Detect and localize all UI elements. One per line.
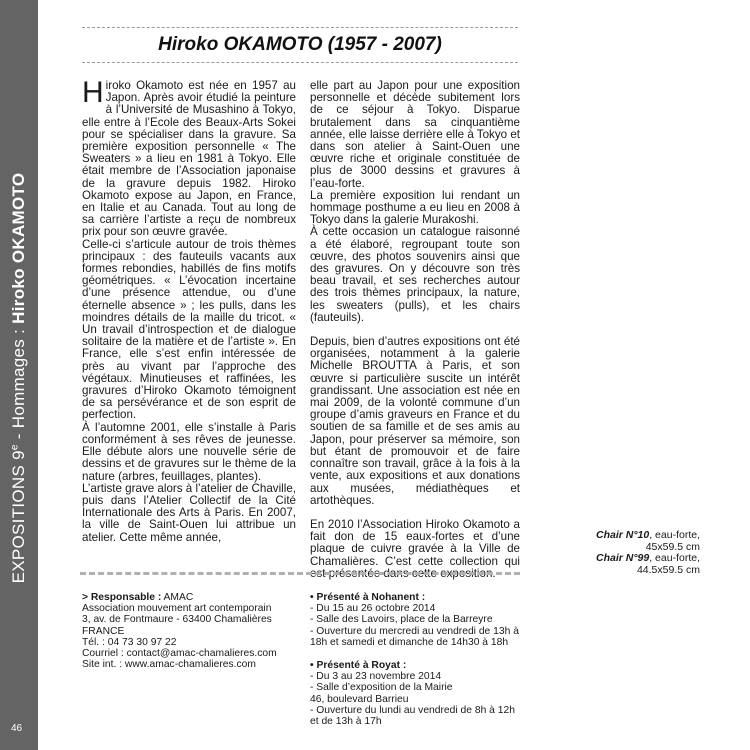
- venue-info: [310, 592, 525, 727]
- paragraph: À l’automne 2001, elle s’installe à Paris conformément à ses rêves de jeunesse. Elle débute alors une nouvelle série de dessins et de gravures sur le thème de la nature (arbres, feuillages, plantes).: [82, 420, 296, 483]
- venue-line: - Du 3 au 23 novembre 2014: [310, 671, 442, 683]
- article-column-2: [310, 80, 520, 580]
- paragraph-text: iroko Okamoto est née en 1957 au Japon. Après avoir étudié la peinture à l’Université de Musashino à Tokyo, elle entre à l’Ecole des Beaux-Arts Sokei pour se spécialiser dans la gravure. Sa première exposition personnelle « The Sweaters » a lieu en 1981 à Tokyo. Elle était membre de l’Association japonaise de la gravure depuis 1982. Hiroko Okamoto expose au Japon, en France, en Italie et au Canada. Tout au long de sa carrière l’artiste a reçu de nombreux prix pour son œuvre gravée.: [82, 79, 296, 239]
- paragraph: L’artiste grave alors à l’atelier de Chaville, puis dans l’Atelier Collectif de la Cité Internationale des Arts à Paris. En 2007, la ville de Saint-Ouen lui attribue un atelier. Cette même année,: [82, 481, 296, 544]
- responsable-value: AMAC: [161, 592, 194, 603]
- artist-name: Hiroko OKAMOTO: [9, 172, 28, 324]
- paragraph: En 2010 l’Association Hiroko Okamoto a fait don de 15 eaux-fortes et d’une plaque de cuivre gravée à la Ville de Chamalières. C’est cette collection qui est présentée dans cette exposition.: [310, 517, 520, 580]
- title-bottom-rule: [82, 62, 518, 63]
- contact-info: [82, 592, 302, 670]
- section-separator: [80, 572, 520, 575]
- caption-detail: , eau-forte,: [649, 552, 700, 565]
- venue-line: 46, boulevard Barrieu: [310, 693, 409, 705]
- venue-nohanent: [310, 592, 525, 648]
- article-column-1: [82, 76, 296, 544]
- venue-heading: • Présenté à Nohanent :: [310, 592, 426, 603]
- caption-size: 44.5x59.5 cm: [636, 563, 700, 576]
- paragraph: elle part au Japon pour une exposition personnelle et décède subitement lors de ce séjour à Tokyo. Disparue brutalement dans sa cinquantième année, elle laisse derrière elle à Tokyo et dans son atelier à Saint-Ouen une œuvre riche et originale constituée de plus de 3000 dessins et gravures à l’eau-forte.: [310, 79, 520, 190]
- paragraph: Depuis, bien d’autres expositions ont été organisées, notamment à la galerie Michelle BROUTTA à Paris, et son œuvre si particulière suscite un intérêt grandissant. Une association est née en mai 2009, de la volonté commune d’un groupe d’amis graveurs en France et du soutien de sa famille et de ses amis au Japon, pour préserver sa mémoire, son but étant de promouvoir et de faire connaître son travail, grâce à la fois à la vente, aux expositions et aux donations aux musées, médiathèques et artothèques.: [310, 335, 520, 507]
- caption-title: Chair N°10: [596, 529, 650, 541]
- venue-line: - Ouverture du lundi au vendredi de 8h à 12h et de 13h à 17h: [310, 704, 515, 728]
- telephone: Tél. : 04 73 30 97 22: [82, 636, 177, 648]
- caption: [596, 553, 700, 576]
- country: FRANCE: [82, 625, 125, 637]
- caption: [596, 530, 700, 553]
- venue-line: - Salle des Lavoirs, place de la Barreyre: [310, 614, 493, 626]
- category-label: - Hommages :: [9, 323, 28, 445]
- venue-royat: [310, 660, 525, 727]
- sidebar-title: [9, 173, 29, 584]
- caption-detail: , eau-forte,: [649, 529, 700, 541]
- article-title: Hiroko OKAMOTO (1957 - 2007): [158, 34, 442, 55]
- paragraph: [82, 76, 296, 239]
- caption-title: Chair N°99: [596, 552, 650, 565]
- caption-size: 45x59.5 cm: [645, 540, 700, 553]
- paragraph: La première exposition lui rendant un hommage posthume a eu lieu en 2008 à Tokyo dans la galerie Murakoshi.: [310, 188, 520, 227]
- venue-line: - Du 15 au 26 octobre 2014: [310, 603, 436, 615]
- address: 3, av. de Fontmaure - 63400 Chamalières: [82, 614, 272, 626]
- sidebar: [0, 0, 38, 750]
- website: Site int. : www.amac-chamalieres.com: [82, 659, 256, 671]
- section-superscript: e: [9, 444, 21, 451]
- responsable-line: [82, 592, 302, 603]
- paragraph: À cette occasion un catalogue raisonné a été élaboré, regroupant toute son œuvre, des photos souvenirs ainsi que des gravures. On y découvre son très beau travail, et ses recherches autour des trois thèmes principaux, la nature, les sweaters (pulls), et les chairs (fauteuils).: [310, 225, 520, 324]
- venue-line: - Ouverture du mercredi au vendredi de 13h à 18h et samedi et dimanche de 14h30 à 18h: [310, 625, 519, 648]
- venue-line: - Salle d’exposition de la Mairie: [310, 682, 453, 694]
- org-name: Association mouvement art contemporain: [82, 603, 272, 615]
- email: Courriel : contact@amac-chamalieres.com: [82, 648, 277, 660]
- page-number: 46: [11, 723, 23, 734]
- paragraph: Celle-ci s’articule autour de trois thèmes principaux : des fauteuils vacants aux formes rebondies, habillés de fins motifs géométriques. « L’évocation incertaine d’une présence attendue, ou d’une éternelle absence » ; les pulls, dans les moindres détails de la maille du tricot. « Un travail d’introspection et de dialogue solitaire de la matière et de l’artiste ». En France, elle s’est enfin intéressée de près au vivant par l’approche des végétaux. Minutieuses et raffinées, les gravures d’Hiroko Okamoto témoignent de sa persévérance et de son esprit de perfection.: [82, 237, 296, 422]
- artwork-captions: [596, 530, 700, 576]
- responsable-label: > Responsable :: [82, 592, 162, 603]
- title-top-rule: [82, 27, 518, 28]
- section-label: EXPOSITIONS 9: [9, 450, 28, 584]
- venue-heading: • Présenté à Royat :: [310, 660, 407, 672]
- dropcap: H: [82, 76, 104, 109]
